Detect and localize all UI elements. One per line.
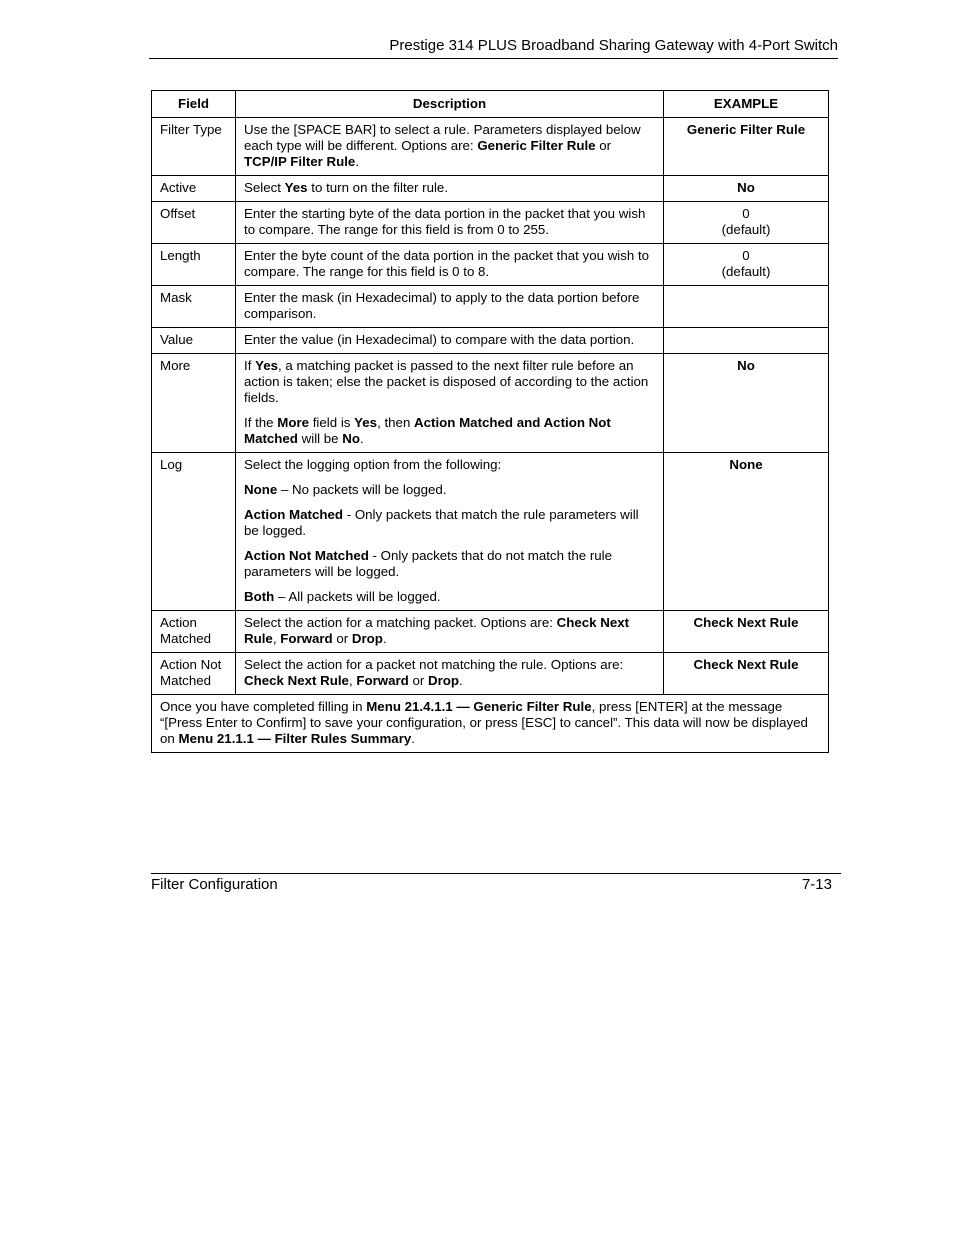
example-cell: None	[664, 453, 829, 611]
table-row-value	[152, 328, 829, 354]
table-row-log	[152, 453, 829, 611]
description-cell	[236, 453, 664, 611]
description-paragraph: Action Matched - Only packets that match the rule parameters will be logged.	[244, 507, 639, 538]
table-row-mask	[152, 286, 829, 328]
page-number: 7-13	[801, 876, 832, 893]
description-cell: Select the action for a packet not matching the rule. Options are: Check Next Rule, Forward or Drop.	[236, 653, 664, 695]
table-row-offset	[152, 202, 829, 244]
table-note-row	[152, 695, 829, 753]
header-title: Prestige 314 PLUS Broadband Sharing Gateway with 4-Port Switch	[389, 37, 838, 54]
example-cell	[664, 328, 829, 354]
example-cell	[664, 286, 829, 328]
note-cell: Once you have completed filling in Menu 21.4.1.1 — Generic Filter Rule, press [ENTER] at the message “[Press Enter to Confirm] to save your configuration, or press [ESC] to cancel”. This data will now be displayed on Menu 21.1.1 — Filter Rules Summary.	[152, 695, 829, 753]
description-cell: Use the [SPACE BAR] to select a rule. Parameters displayed below each type will be different. Options are: Generic Filter Rule or TCP/IP Filter Rule.	[236, 118, 664, 176]
table-row-length	[152, 244, 829, 286]
description-paragraph: None – No packets will be logged.	[244, 482, 447, 497]
description-cell: Enter the byte count of the data portion in the packet that you wish to compare. The range for this field is 0 to 8.	[236, 244, 664, 286]
description-paragraph: If Yes, a matching packet is passed to the next filter rule before an action is taken; else the packet is disposed of according to the action fields.	[244, 358, 649, 405]
header-description: Description	[236, 91, 664, 118]
table-row-more	[152, 354, 829, 453]
table-row-active	[152, 176, 829, 202]
header-field: Field	[152, 91, 236, 118]
description-paragraph: If the More field is Yes, then Action Matched and Action Not Matched will be No.	[244, 415, 611, 446]
field-cell: Action Matched	[152, 611, 236, 653]
field-cell: More	[152, 354, 236, 453]
table-row-action-matched	[152, 611, 829, 653]
description-cell: Select Yes to turn on the filter rule.	[236, 176, 664, 202]
field-cell: Filter Type	[152, 118, 236, 176]
table-header-row	[152, 91, 829, 118]
field-cell: Mask	[152, 286, 236, 328]
example-cell: Generic Filter Rule	[664, 118, 829, 176]
filter-fields-table	[151, 90, 829, 753]
description-cell: Enter the value (in Hexadecimal) to compare with the data portion.	[236, 328, 664, 354]
field-cell: Value	[152, 328, 236, 354]
example-cell: 0 (default)	[664, 202, 829, 244]
field-cell: Offset	[152, 202, 236, 244]
header-example: EXAMPLE	[664, 91, 829, 118]
page-footer	[151, 873, 841, 894]
example-cell: Check Next Rule	[664, 653, 829, 695]
description-paragraph: Action Not Matched - Only packets that do not match the rule parameters will be logged.	[244, 548, 613, 579]
table-row-action-not-matched	[152, 653, 829, 695]
description-cell	[236, 354, 664, 453]
example-cell: 0 (default)	[664, 244, 829, 286]
example-cell: No	[664, 176, 829, 202]
example-cell: Check Next Rule	[664, 611, 829, 653]
page-header	[149, 37, 838, 59]
footer-section: Filter Configuration	[151, 876, 278, 893]
field-cell: Log	[152, 453, 236, 611]
description-paragraph: Both – All packets will be logged.	[244, 589, 441, 604]
example-cell: No	[664, 354, 829, 453]
description-cell: Select the action for a matching packet. Options are: Check Next Rule, Forward or Drop.	[236, 611, 664, 653]
field-cell: Action Not Matched	[152, 653, 236, 695]
description-cell: Enter the mask (in Hexadecimal) to apply to the data portion before comparison.	[236, 286, 664, 328]
field-cell: Length	[152, 244, 236, 286]
description-paragraph: Select the logging option from the following:	[244, 457, 502, 472]
table-row-filter-type	[152, 118, 829, 176]
description-cell: Enter the starting byte of the data portion in the packet that you wish to compare. The range for this field is from 0 to 255.	[236, 202, 664, 244]
field-cell: Active	[152, 176, 236, 202]
